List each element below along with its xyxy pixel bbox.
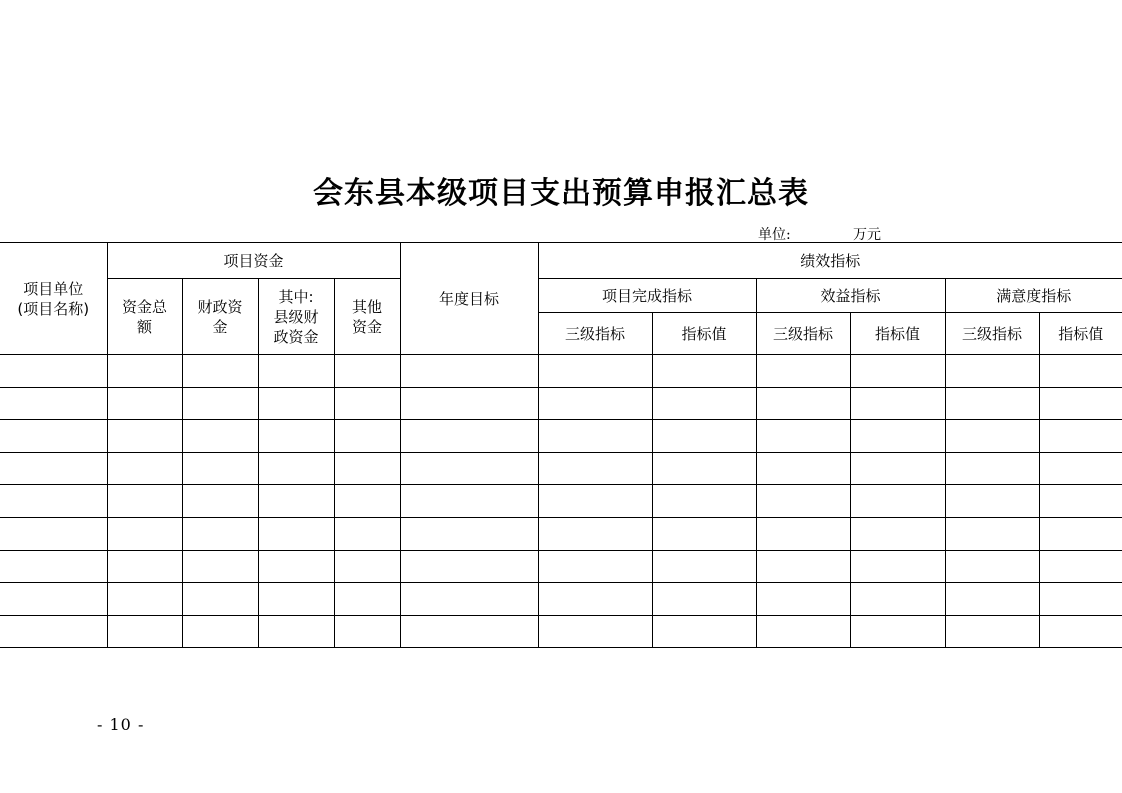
table-cell [400,615,538,648]
table-cell [0,355,107,388]
table-cell [1039,550,1122,583]
table-cell [652,355,756,388]
table-cell [334,583,400,616]
table-cell [945,485,1039,518]
table-cell [258,355,334,388]
table-cell [756,355,850,388]
header-annual-goal: 年度目标 [400,243,538,355]
table-cell [1039,420,1122,453]
table-cell [107,452,182,485]
table-cell [182,517,258,550]
table-body [0,355,1122,648]
table-cell [538,420,652,453]
table-cell [756,420,850,453]
unit-label: 单位: [758,227,791,243]
table-row [0,420,1122,453]
table-cell [0,452,107,485]
table-cell [652,517,756,550]
table-row [0,583,1122,616]
table-cell [400,583,538,616]
header-completion-indicators: 项目完成指标 [538,279,756,313]
table-cell [538,387,652,420]
table-cell [400,485,538,518]
table-cell [945,615,1039,648]
table-cell [652,387,756,420]
table-cell [1039,615,1122,648]
table-cell [0,615,107,648]
table-cell [1039,387,1122,420]
table-cell [0,485,107,518]
table-cell [850,550,945,583]
page-number: - 10 - [97,715,145,734]
header-indicator-value: 指标值 [850,313,945,355]
header-project-unit: 项目单位 (项目名称) [0,243,107,355]
header-performance-indicators: 绩效指标 [538,243,1122,279]
table-cell [107,517,182,550]
table-cell [258,485,334,518]
table-cell [850,452,945,485]
table-cell [538,517,652,550]
table-cell [182,583,258,616]
table-cell [850,387,945,420]
table-cell [652,485,756,518]
table-cell [107,485,182,518]
table-row [0,485,1122,518]
table-cell [182,485,258,518]
table-cell [107,615,182,648]
table-cell [652,615,756,648]
table-cell [400,387,538,420]
table-cell [400,452,538,485]
table-cell [756,485,850,518]
table-cell [945,420,1039,453]
table-cell [756,615,850,648]
table-row [0,452,1122,485]
table-cell [334,452,400,485]
table-cell [0,550,107,583]
table-cell [1039,355,1122,388]
table-cell [0,517,107,550]
table-cell [182,615,258,648]
header-indicator-value: 指标值 [652,313,756,355]
table-cell [258,452,334,485]
table-cell [182,355,258,388]
budget-summary-table [0,242,1122,648]
table-cell [756,387,850,420]
table-cell [400,550,538,583]
table-cell [538,583,652,616]
table-cell [0,387,107,420]
table-cell [1039,583,1122,616]
table-cell [945,550,1039,583]
table-cell [182,452,258,485]
header-level3-indicator: 三级指标 [756,313,850,355]
table-cell [756,452,850,485]
table-cell [0,583,107,616]
table-cell [258,420,334,453]
header-benefit-indicators: 效益指标 [756,279,945,313]
table-cell [258,550,334,583]
table-cell [182,420,258,453]
table-row [0,355,1122,388]
table-cell [538,615,652,648]
table-cell [1039,452,1122,485]
table-cell [945,355,1039,388]
table-cell [182,387,258,420]
table-cell [258,517,334,550]
table-row [0,615,1122,648]
table-row [0,387,1122,420]
header-fiscal-funds: 财政资 金 [182,279,258,355]
table-cell [334,517,400,550]
table-cell [945,387,1039,420]
table-cell [652,452,756,485]
table-cell [107,550,182,583]
table-row [0,550,1122,583]
table-cell [850,615,945,648]
table-cell [756,517,850,550]
table-cell [334,485,400,518]
table-cell [850,420,945,453]
page-title: 会东县本级项目支出预算申报汇总表 [313,176,809,211]
unit-note [758,224,881,244]
table-cell [258,615,334,648]
table-cell [850,485,945,518]
header-indicator-value: 指标值 [1039,313,1122,355]
header-other-funds: 其他 资金 [334,279,400,355]
table-cell [107,583,182,616]
table-cell [334,355,400,388]
table-cell [945,583,1039,616]
table-cell [538,452,652,485]
table-cell [1039,517,1122,550]
header-satisfaction-indicators: 满意度指标 [945,279,1122,313]
table-cell [1039,485,1122,518]
table-cell [107,355,182,388]
table-cell [0,420,107,453]
table-cell [756,583,850,616]
table-cell [400,517,538,550]
table-cell [945,517,1039,550]
header-total-funds: 资金总 额 [107,279,182,355]
table-cell [258,387,334,420]
header-level3-indicator: 三级指标 [945,313,1039,355]
header-level3-indicator: 三级指标 [538,313,652,355]
table-cell [334,615,400,648]
unit-value: 万元 [853,227,881,243]
table-cell [182,550,258,583]
header-project-funds: 项目资金 [107,243,400,279]
table-cell [652,550,756,583]
table-cell [334,550,400,583]
table-cell [538,355,652,388]
table-row [0,517,1122,550]
table-cell [538,550,652,583]
table-cell [850,517,945,550]
table-cell [945,452,1039,485]
table-cell [400,420,538,453]
table-cell [400,355,538,388]
table-cell [334,387,400,420]
table-cell [538,485,652,518]
table-cell [334,420,400,453]
table-cell [756,550,850,583]
table-cell [850,355,945,388]
table-cell [652,420,756,453]
table-cell [107,420,182,453]
table-cell [850,583,945,616]
header-county-fiscal-funds: 其中: 县级财 政资金 [258,279,334,355]
table-cell [652,583,756,616]
table-cell [107,387,182,420]
table-cell [258,583,334,616]
